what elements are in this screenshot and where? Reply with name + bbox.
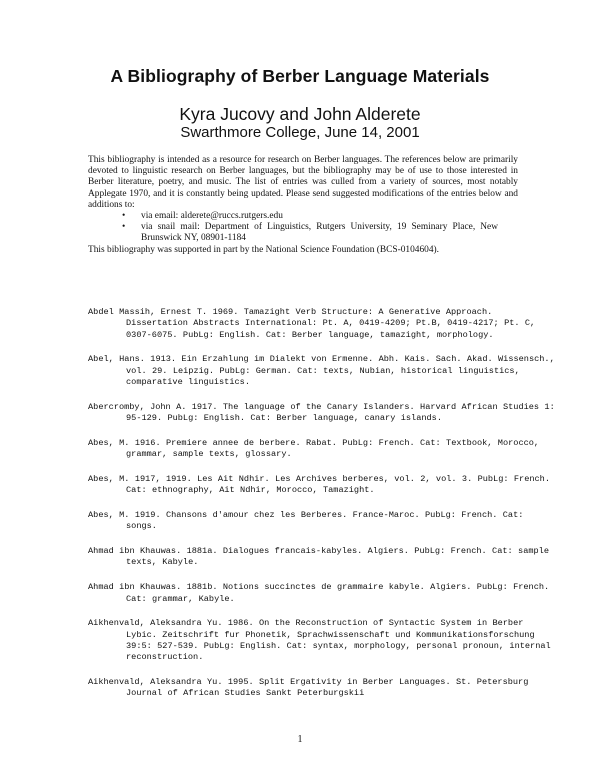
intro-paragraph: This bibliography is intended as a resource for research on Berber languages. The references below are primarily devoted to linguistic research on Berber languages, but the bibliography may be of use to those interested in Berber literature, poetry, and music. The list of entries was culled from a variety of sources, most notably Applegate 1970, and it is constantly being updated. Please send suggested modifications of the entries below and additions to: bbox=[88, 155, 518, 210]
bibliography-entry: Aikhenvald, Aleksandra Yu. 1995. Split Ergativity in Berber Languages. St. Petersburg Journal of African Studies Sankt Peterburgskii bbox=[88, 677, 529, 699]
bibliography-entry: Abes, M. 1916. Premiere annee de berbere. Rabat. PubLg: French. Cat: Textbook, Morocco, grammar, sample texts, glossary. bbox=[88, 437, 540, 460]
support-statement: This bibliography was supported in part by the National Science Foundation (BCS-0104604). bbox=[88, 244, 439, 255]
bibliography-entries bbox=[88, 307, 558, 713]
contact-list bbox=[88, 211, 518, 245]
intro-section bbox=[88, 155, 518, 256]
bibliography-entry: Ahmad ibn Khauwas. 1881a. Dialogues francais-kabyles. Algiers. PubLg: French. Cat: sample texts, Kabyle. bbox=[88, 546, 549, 568]
bibliography-entry: Ahmad ibn Khauwas. 1881b. Notions succinctes de grammaire kabyle. Algiers. PubLg: French. Cat: grammar, Kabyle. bbox=[88, 582, 550, 604]
contact-item-mail bbox=[88, 222, 518, 244]
bibliography-entry: Abel, Hans. 1913. Ein Erzahlung im Dialekt von Ermenne. Abh. Kais. Sach. Akad. Wissensch., vol. 29. Leipzig. PubLg: German. Cat: texts, Nubian, historical linguistics, comparative linguistics. bbox=[88, 354, 555, 387]
document-authors: Kyra Jucovy and John Alderete bbox=[179, 104, 421, 124]
document-title: A Bibliography of Berber Language Materials bbox=[110, 66, 490, 86]
contact-mail-text: via snail mail: Department of Linguistics, Rutgers University, 19 Seminary Place, New Brunswick NY, 08901-1184 bbox=[141, 222, 498, 244]
page-number: 1 bbox=[297, 734, 303, 745]
document-affiliation: Swarthmore College, June 14, 2001 bbox=[180, 124, 420, 141]
bullet-icon: • bbox=[122, 211, 126, 222]
bibliography-entry: Abes, M. 1917, 1919. Les Ait Ndhir. Les Archives berberes, vol. 2, vol. 3. PubLg: French. Cat: ethnography, Ait Ndhir, Morocco, Tamazight. bbox=[88, 473, 550, 496]
contact-email-text: via email: alderete@ruccs.rutgers.edu bbox=[141, 211, 283, 222]
bibliography-entry: Aikhenvald, Aleksandra Yu. 1986. On the Reconstruction of Syntactic System in Berber Lybic. Zeitschrift fur Phonetik, Sprachwissenschaft und Kommunikationsforschung 39:5: 527-539. PubLg: English. Cat: syntax, morphology, personal pronoun, internal reconstruction. bbox=[88, 618, 551, 663]
bibliography-entry: Abes, M. 1919. Chansons d'amour chez les Berberes. France-Maroc. PubLg: French. Cat: songs. bbox=[88, 510, 524, 532]
bibliography-entry: Abercromby, John A. 1917. The language of the Canary Islanders. Harvard African Studies 1: 95-129. PubLg: English. Cat: Berber language, canary islands. bbox=[88, 401, 555, 424]
bullet-icon: • bbox=[122, 222, 126, 233]
bibliography-entry: Abdel Massih, Ernest T. 1969. Tamazight Verb Structure: A Generative Approach. Dissertation Abstracts International: Pt. A, 0419-4209; Pt.B, 0419-4217; Pt. C, 0307-6075. PubLg: English. Cat: Berber language, tamazight, morphology. bbox=[88, 307, 536, 340]
contact-item-email bbox=[88, 211, 518, 222]
